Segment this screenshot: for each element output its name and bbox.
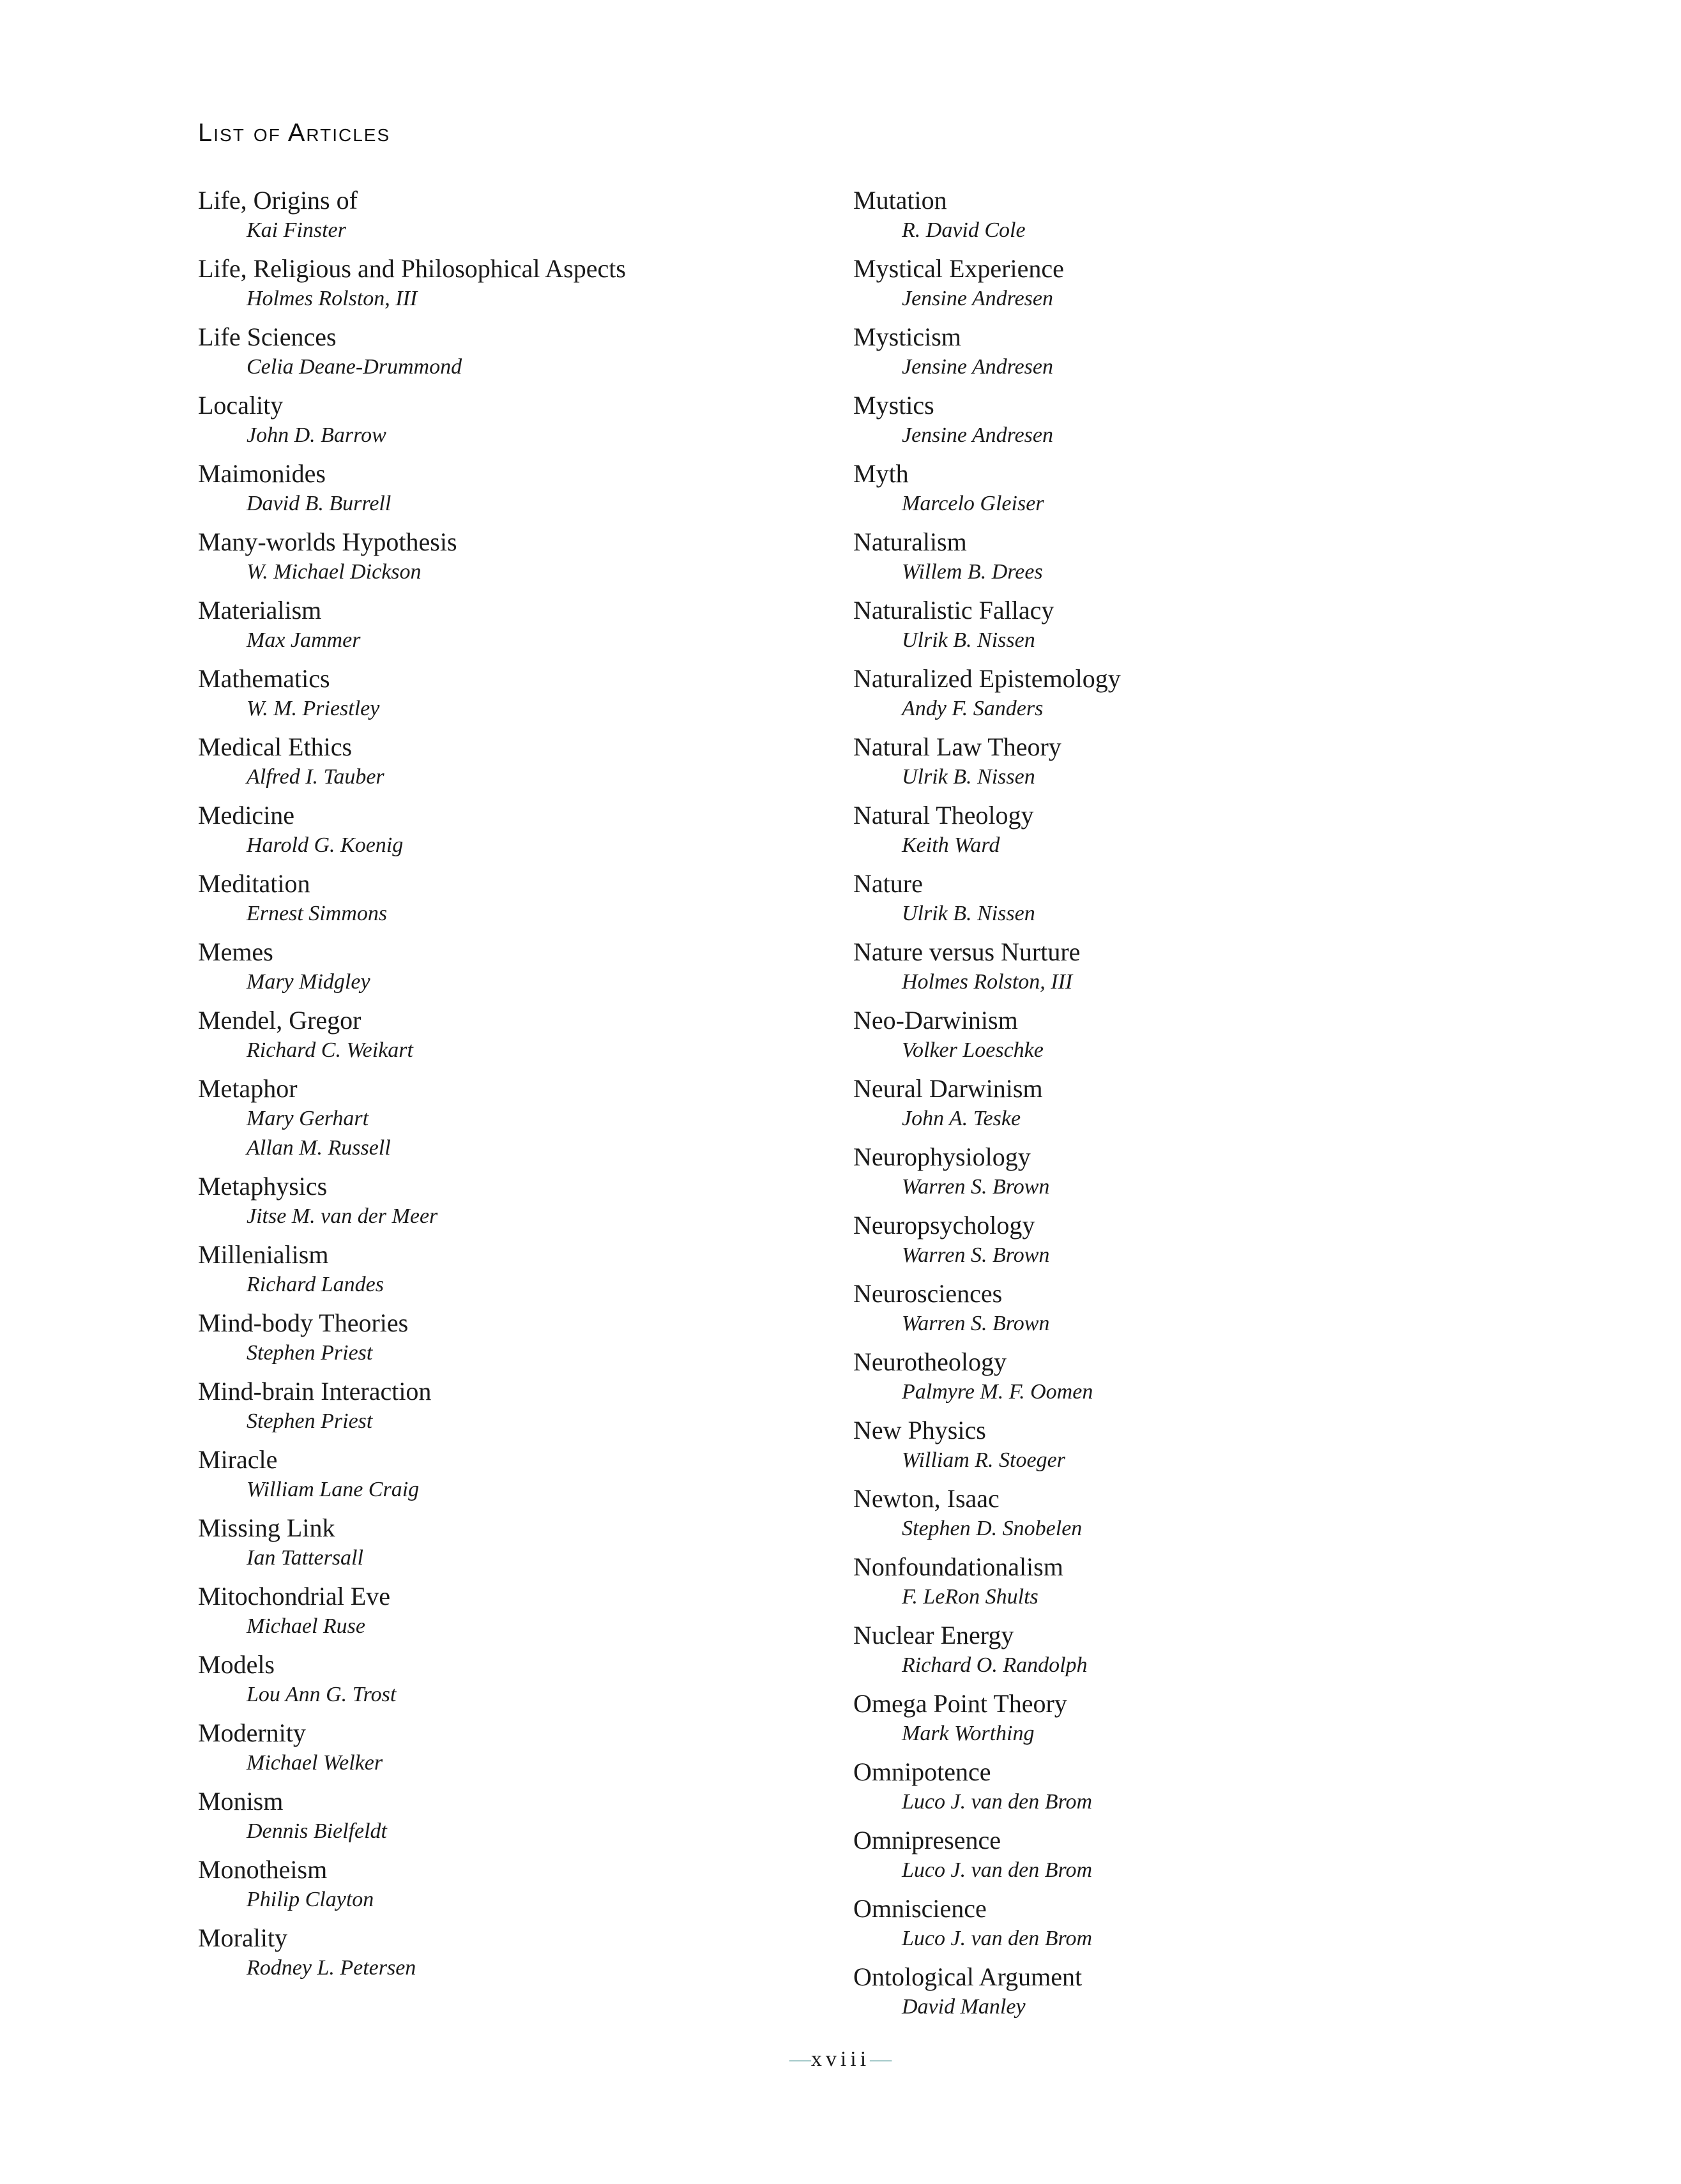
article-author: Dennis Bielfeldt <box>247 1819 388 1843</box>
article-title: Naturalistic Fallacy <box>853 596 1054 625</box>
article-entry <box>853 390 1492 450</box>
article-title: Morality <box>198 1923 287 1952</box>
article-title: Monotheism <box>198 1855 328 1884</box>
article-entry <box>853 459 1492 519</box>
article-author: John D. Barrow <box>247 423 386 447</box>
article-title: Natural Law Theory <box>853 732 1061 761</box>
article-entry <box>198 937 837 997</box>
article-entry <box>853 1552 1492 1612</box>
article-entry <box>853 1620 1492 1680</box>
article-title: Nature versus Nurture <box>853 937 1081 966</box>
article-entry <box>853 322 1492 382</box>
article-title: Maimonides <box>198 459 326 488</box>
article-entry <box>853 595 1492 655</box>
article-title: Natural Theology <box>853 801 1034 830</box>
article-entry <box>198 1005 837 1065</box>
article-entry <box>853 664 1492 724</box>
article-title: Neuropsychology <box>853 1211 1035 1240</box>
article-author: Mark Worthing <box>902 1722 1035 1745</box>
article-title: Omnipresence <box>853 1826 1001 1854</box>
article-entry <box>198 390 837 450</box>
article-author: Ian Tattersall <box>247 1546 363 1570</box>
article-entry <box>198 1923 837 1983</box>
article-author: Andy F. Sanders <box>902 697 1044 720</box>
article-title: Newton, Isaac <box>853 1484 1000 1513</box>
article-entry <box>198 1445 837 1505</box>
article-author: Willem B. Drees <box>902 560 1043 584</box>
article-entry <box>853 527 1492 587</box>
article-author: Allan M. Russell <box>247 1136 391 1160</box>
article-author: Harold G. Koenig <box>247 833 404 857</box>
article-list-left-column <box>198 185 837 1991</box>
article-author: Philip Clayton <box>247 1888 374 1911</box>
article-title: Myth <box>853 459 909 488</box>
article-title: Mystical Experience <box>853 254 1064 283</box>
article-author: W. M. Priestley <box>247 697 380 720</box>
article-title: Omniscience <box>853 1894 987 1923</box>
article-title: Nuclear Energy <box>853 1621 1014 1649</box>
article-title: Missing Link <box>198 1513 335 1542</box>
article-title: Omega Point Theory <box>853 1689 1067 1718</box>
article-author: Rodney L. Petersen <box>247 1956 416 1980</box>
article-title: Mind-body Theories <box>198 1308 409 1337</box>
article-author: Warren S. Brown <box>902 1243 1050 1267</box>
article-author: Stephen D. Snobelen <box>902 1517 1083 1540</box>
article-title: Naturalism <box>853 527 967 556</box>
article-entry <box>198 664 837 724</box>
article-title: Mitochondrial Eve <box>198 1582 391 1611</box>
article-entry <box>198 1240 837 1300</box>
article-title: Mind-brain Interaction <box>198 1377 432 1406</box>
article-entry <box>198 1376 837 1436</box>
article-entry <box>853 1688 1492 1748</box>
article-entry <box>198 1649 837 1710</box>
article-title: Nonfoundationalism <box>853 1552 1063 1581</box>
article-author: Jensine Andresen <box>902 287 1053 310</box>
article-title: Neural Darwinism <box>853 1074 1043 1103</box>
article-title: Life, Religious and Philosophical Aspects <box>198 254 626 283</box>
article-entry <box>853 1962 1492 2022</box>
article-author: Jensine Andresen <box>902 423 1053 447</box>
article-title: Mutation <box>853 186 947 215</box>
article-author: Michael Ruse <box>247 1614 365 1638</box>
article-title: Metaphysics <box>198 1172 328 1201</box>
article-author: Warren S. Brown <box>902 1175 1050 1199</box>
article-entry <box>198 800 837 860</box>
article-entry <box>198 1513 837 1573</box>
article-entry <box>198 1581 837 1641</box>
article-entry <box>853 1483 1492 1543</box>
article-entry <box>198 254 837 314</box>
article-title: Mathematics <box>198 664 330 693</box>
article-author: Keith Ward <box>902 833 1000 857</box>
article-title: Materialism <box>198 596 322 625</box>
article-author: Kai Finster <box>247 218 346 242</box>
article-title: Medical Ethics <box>198 732 353 761</box>
article-title: Neurophysiology <box>853 1142 1031 1171</box>
article-title: Neo-Darwinism <box>853 1006 1018 1035</box>
article-entry <box>198 595 837 655</box>
article-author: Warren S. Brown <box>902 1312 1050 1335</box>
page-number: xviii <box>810 2047 871 2071</box>
article-author: Ernest Simmons <box>247 902 388 925</box>
article-author: William R. Stoeger <box>902 1448 1065 1472</box>
page-footer <box>0 2047 1681 2072</box>
article-entry <box>198 1718 837 1778</box>
article-title: Millenialism <box>198 1240 329 1269</box>
article-entry <box>853 1278 1492 1338</box>
article-title: Locality <box>198 391 284 420</box>
article-author: Luco J. van den Brom <box>902 1790 1093 1814</box>
article-author: Palmyre M. F. Oomen <box>902 1380 1093 1404</box>
article-title: Naturalized Epistemology <box>853 664 1121 693</box>
article-author: Max Jammer <box>247 628 361 652</box>
article-author: Alfred I. Tauber <box>247 765 384 789</box>
article-author: Richard C. Weikart <box>247 1038 413 1062</box>
article-author: Ulrik B. Nissen <box>902 765 1035 789</box>
footer-dash-left: — <box>789 2047 811 2071</box>
article-entry <box>853 937 1492 997</box>
article-title: New Physics <box>853 1416 986 1445</box>
article-title: Mysticism <box>853 322 961 351</box>
article-title: Neurotheology <box>853 1347 1007 1376</box>
article-entry <box>198 459 837 519</box>
article-entry <box>853 1825 1492 1885</box>
article-entry <box>853 254 1492 314</box>
article-author: Mary Midgley <box>247 970 370 994</box>
article-entry <box>853 185 1492 245</box>
article-title: Metaphor <box>198 1074 298 1103</box>
article-author: Volker Loeschke <box>902 1038 1044 1062</box>
footer-dash-right: — <box>870 2047 892 2071</box>
article-list-right-column <box>853 185 1492 2030</box>
article-title: Life Sciences <box>198 322 337 351</box>
article-author: Jensine Andresen <box>902 355 1053 379</box>
article-title: Models <box>198 1650 275 1679</box>
page-title: List of Articles <box>198 119 391 147</box>
article-title: Meditation <box>198 869 310 898</box>
article-entry <box>853 800 1492 860</box>
article-author: Lou Ann G. Trost <box>247 1683 397 1706</box>
article-entry <box>198 868 837 929</box>
article-author: Richard Landes <box>247 1273 384 1296</box>
article-entry <box>198 185 837 245</box>
article-entry <box>853 1415 1492 1475</box>
article-title: Nature <box>853 869 923 898</box>
article-entry <box>853 1142 1492 1202</box>
article-entry <box>853 1893 1492 1953</box>
article-author: William Lane Craig <box>247 1478 420 1501</box>
article-author: Ulrik B. Nissen <box>902 628 1035 652</box>
article-author: Luco J. van den Brom <box>902 1858 1093 1882</box>
article-entry <box>853 1073 1492 1134</box>
article-author: Holmes Rolston, III <box>247 287 418 310</box>
article-entry <box>198 1786 837 1846</box>
article-title: Omnipotence <box>853 1757 991 1786</box>
article-author: Mary Gerhart <box>247 1107 369 1130</box>
article-author: Stephen Priest <box>247 1341 373 1365</box>
article-entry <box>198 1308 837 1368</box>
article-entry <box>853 1757 1492 1817</box>
article-title: Medicine <box>198 801 295 830</box>
article-author: Marcelo Gleiser <box>902 492 1044 515</box>
article-author: Michael Welker <box>247 1751 383 1775</box>
article-title: Miracle <box>198 1445 278 1474</box>
article-entry <box>853 868 1492 929</box>
article-author: W. Michael Dickson <box>247 560 422 584</box>
article-author: Richard O. Randolph <box>902 1653 1088 1677</box>
article-author: Holmes Rolston, III <box>902 970 1073 994</box>
article-title: Many-worlds Hypothesis <box>198 527 457 556</box>
article-entry <box>853 1210 1492 1270</box>
article-author: David B. Burrell <box>247 492 392 515</box>
article-entry <box>198 1073 837 1163</box>
article-entry <box>853 1005 1492 1065</box>
article-entry <box>198 527 837 587</box>
article-author: Ulrik B. Nissen <box>902 902 1035 925</box>
article-author: R. David Cole <box>902 218 1026 242</box>
article-entry <box>853 732 1492 792</box>
article-title: Memes <box>198 937 273 966</box>
article-title: Modernity <box>198 1718 306 1747</box>
article-entry <box>853 1347 1492 1407</box>
article-entry <box>198 732 837 792</box>
article-entry <box>198 322 837 382</box>
article-author: David Manley <box>902 1995 1026 2019</box>
article-author: F. LeRon Shults <box>902 1585 1038 1609</box>
article-title: Monism <box>198 1787 284 1816</box>
article-author: John A. Teske <box>902 1107 1021 1130</box>
article-title: Mendel, Gregor <box>198 1006 361 1035</box>
article-entry <box>198 1171 837 1231</box>
article-author: Luco J. van den Brom <box>902 1927 1093 1950</box>
article-title: Mystics <box>853 391 934 420</box>
article-author: Stephen Priest <box>247 1409 373 1433</box>
article-author: Jitse M. van der Meer <box>247 1204 438 1228</box>
article-title: Neurosciences <box>853 1279 1003 1308</box>
article-entry <box>198 1854 837 1915</box>
article-title: Ontological Argument <box>853 1962 1083 1991</box>
article-title: Life, Origins of <box>198 186 358 215</box>
article-author: Celia Deane-Drummond <box>247 355 462 379</box>
